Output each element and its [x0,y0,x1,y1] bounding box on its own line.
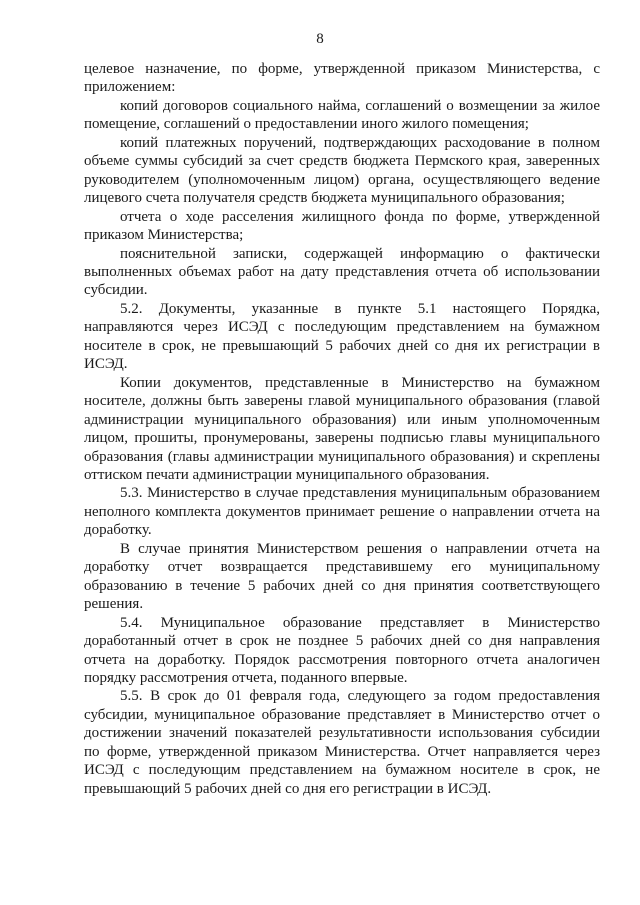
paragraph-p8: 5.3. Министерство в случае представления муниципальным образованием неполного комплекта документов принимает решение о направлении отчета на доработку. [84,485,600,539]
page-number: 8 [316,31,324,47]
paragraph-p10: 5.4. Муниципальное образование представляет в Министерство доработанный отчет в срок не позднее 5 рабочих дней со дня направления отчета на доработку. Порядок рассмотрения повторного отчета аналогичен порядку рассмотрения отчета, поданного впервые. [84,614,600,686]
paragraph-p11: 5.5. В срок до 01 февраля года, следующего за годом предоставления субсидии, муниципальное образование представляет в Министерство отчет о достижении значений показателей результативности использования субсидии по форме, утвержденной приказом Министерства. Отчет направляется через ИСЭД с последующим представлением на бумажном носителе в срок, не превышающий 5 рабочих дней со дня его регистрации в ИСЭД. [84,688,600,797]
paragraph-p6: 5.2. Документы, указанные в пункте 5.1 настоящего Порядка, направляются через ИСЭД с последующим представлением на бумажном носителе в срок, не превышающий 5 рабочих дней со дня их регистрации в ИСЭД. [84,300,600,373]
paragraph-p9: В случае принятия Министерством решения о направлении отчета на доработку отчет возвращается представившему его муниципальному образованию в течение 5 рабочих дней со дня принятия соответствующего решения. [84,540,600,613]
paragraph-p5: пояснительной записки, содержащей информацию о фактически выполненных объемах работ на дату представления отчета об использовании субсидии. [84,245,600,299]
paragraph-p2: копий договоров социального найма, соглашений о возмещении за жилое помещение, соглашений о предоставлении иного жилого помещения; [84,97,600,133]
paragraph-p7: Копии документов, представленные в Министерство на бумажном носителе, должны быть заверены главой муниципального образования (главой администрации муниципального образования) или иным уполномоченным лицом, прошиты, пронумерованы, заверены подписью главы муниципального образования (главы администрации муниципального образования) и скреплены оттиском печати администрации муниципального образования. [84,374,600,483]
paragraph-p4: отчета о ходе расселения жилищного фонда по форме, утвержденной приказом Министерства; [84,208,600,244]
paragraph-p3: копий платежных поручений, подтверждающих расходование в полном объеме суммы субсидий за счет средств бюджета Пермского края, заверенных руководителем (уполномоченным лицом) органа, осуществляющего ведение лицевого счета получателя средств бюджета муниципального образования; [84,134,600,207]
document-body [84,60,600,798]
paragraph-p1: целевое назначение, по форме, утвержденной приказом Министерства, с приложением: [84,61,600,96]
